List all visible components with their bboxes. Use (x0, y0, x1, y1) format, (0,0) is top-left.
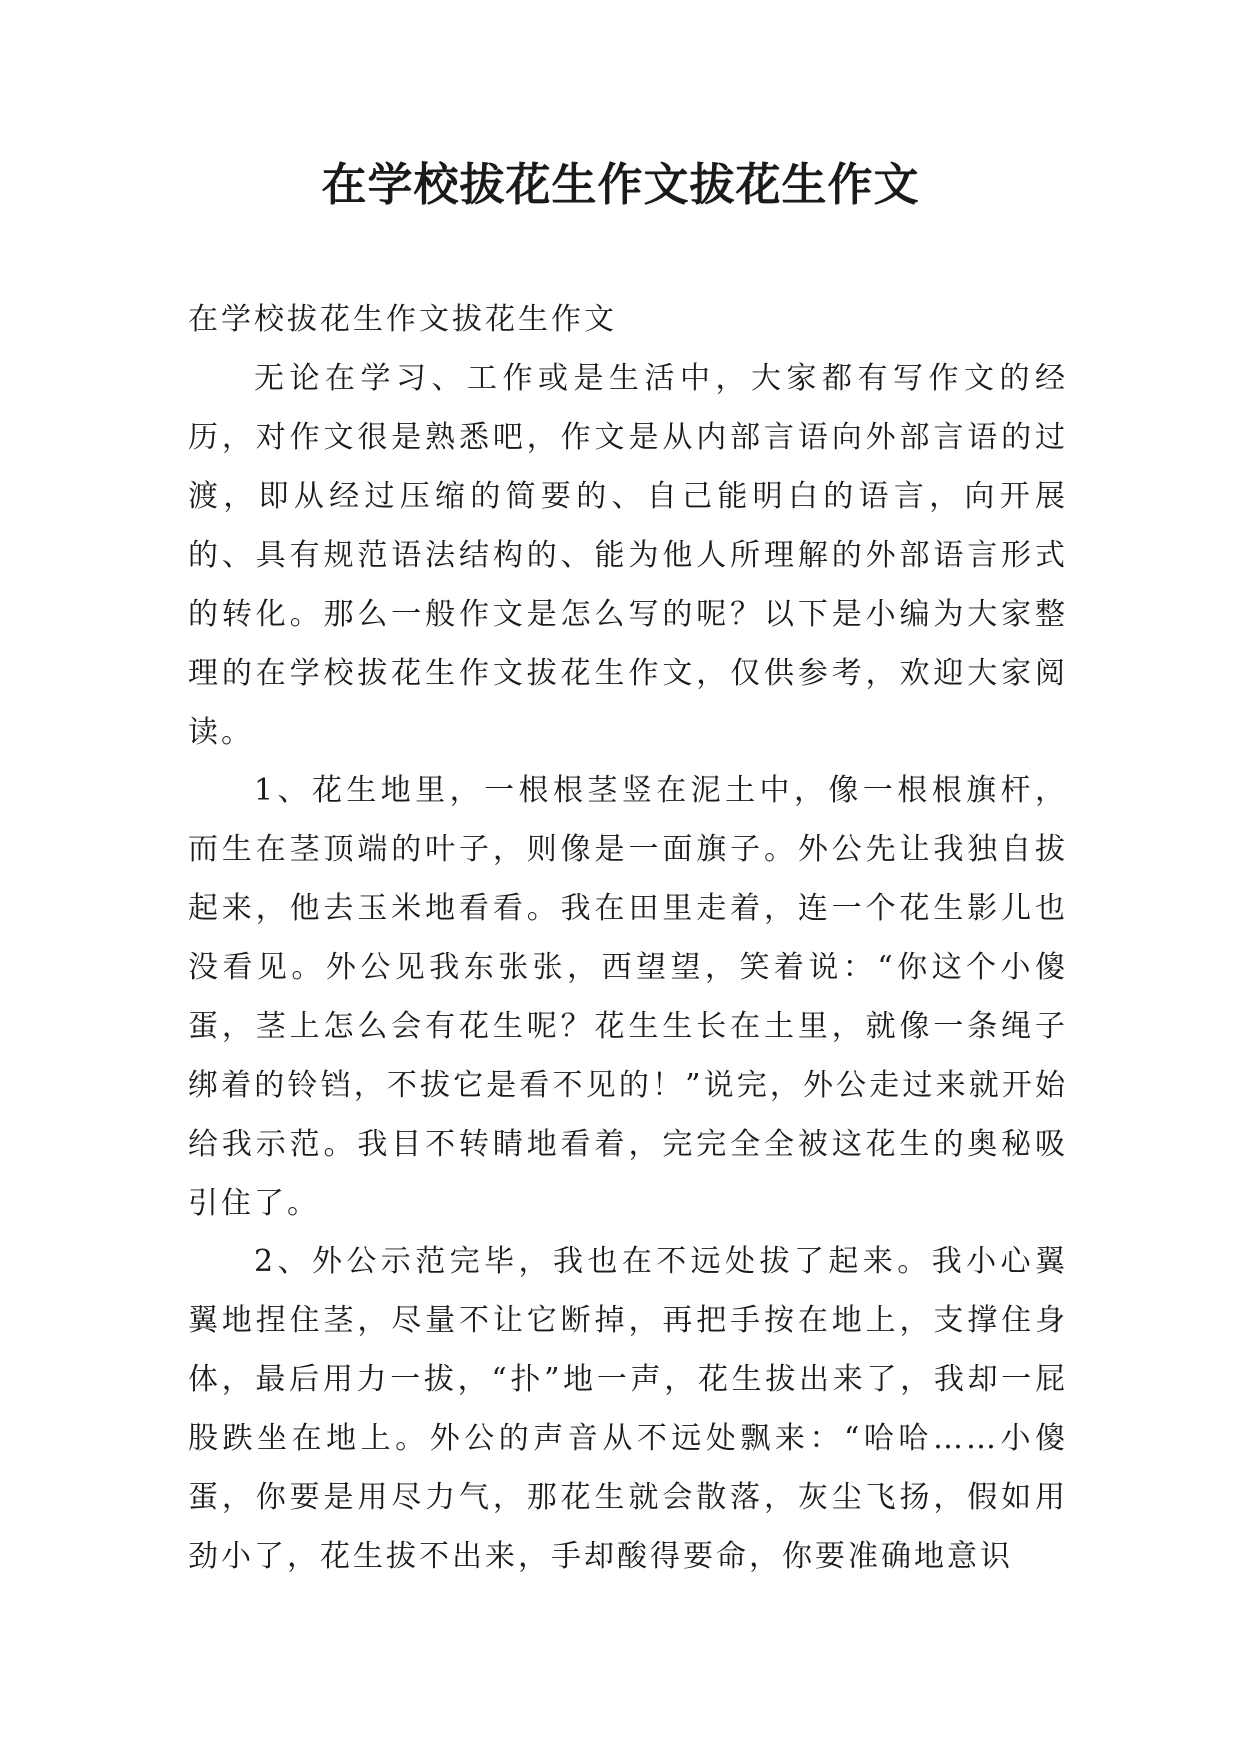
paragraph-2: 2、外公示范完毕，我也在不远处拔了起来。我小心翼翼地捏住茎，尽量不让它断掉，再把手按在地上，支撑住身体，最后用力一拔，“扑”地一声，花生拔出来了，我却一屁股跌坐在地上。外公的声音从不远处飘来：“哈哈……小傻蛋，你要是用尽力气，那花生就会散落，灰尘飞扬，假如用劲小了，花生拔不出来，手却酸得要命，你要准确地意识 (188, 1244, 1068, 1574)
paragraph-1: 1、花生地里，一根根茎竖在泥土中，像一根根旗杆，而生在茎顶端的叶子，则像是一面旗子。外公先让我独自拔起来，他去玉米地看看。我在田里走着，连一个花生影儿也没看见。外公见我东张张，西望望，笑着说：“你这个小傻蛋，茎上怎么会有花生呢？花生生长在土里，就像一条绳子绑着的铃铛，不拔它是看不见的！”说完，外公走过来就开始给我示范。我目不转睛地看着，完完全全被这花生的奥秘吸引住了。 (188, 773, 1068, 1221)
document-subtitle: 在学校拔花生作文拔花生作文 (188, 302, 617, 337)
document-title: 在学校拔花生作文拔花生作文 (321, 158, 920, 211)
intro-paragraph: 无论在学习、工作或是生活中，大家都有写作文的经历，对作文很是熟悉吧，作文是从内部言语向外部言语的过渡，即从经过压缩的简要的、自己能明白的语言，向开展的、具有规范语法结构的、能为他人所理解的外部语言形式的转化。那么一般作文是怎么写的呢？以下是小编为大家整理的在学校拔花生作文拔花生作文，仅供参考，欢迎大家阅读。 (188, 361, 1068, 750)
